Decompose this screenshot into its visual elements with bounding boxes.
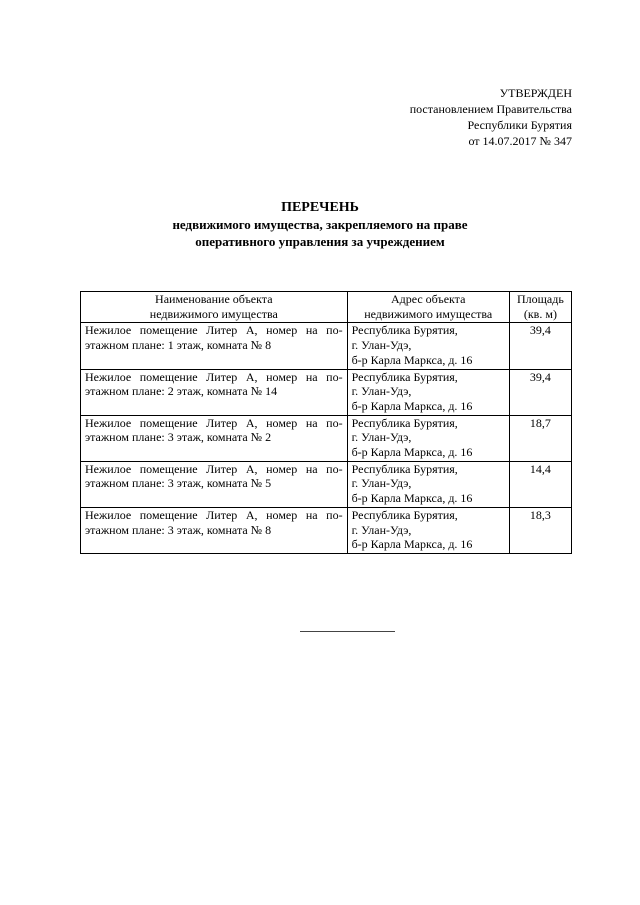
document-title — [0, 199, 640, 250]
area-cell: 18,3 — [509, 507, 571, 553]
table-row — [81, 461, 572, 507]
address-region: Республика Бурятия, — [351, 369, 458, 384]
object-name-cell: Нежилое помещение Литер А, номер на по-этажном плане: 3 этаж, комната № 2 — [81, 415, 348, 461]
approval-republic: Республики Бурятия — [467, 118, 572, 132]
table-row — [81, 369, 572, 415]
property-table — [80, 291, 572, 554]
address-street: б-р Карла Маркса, д. 16 — [351, 352, 473, 367]
address-city: г. Улан-Удэ, — [351, 384, 412, 399]
area-cell: 18,7 — [509, 415, 571, 461]
table-row — [81, 415, 572, 461]
address-cell — [347, 415, 509, 461]
address-cell — [347, 507, 509, 553]
end-divider — [300, 631, 395, 632]
address-cell — [347, 369, 509, 415]
header-area — [509, 292, 571, 323]
header-name-line1: Наименование объекта — [155, 292, 273, 306]
area-cell: 14,4 — [509, 461, 571, 507]
title-subtitle-line2: оперативного управления за учреждением — [195, 234, 445, 249]
address-street: б-р Карла Маркса, д. 16 — [351, 445, 473, 460]
title-main: ПЕРЕЧЕНЬ — [281, 200, 359, 215]
address-city: г. Улан-Удэ, — [351, 430, 412, 445]
header-area-line1: Площадь — [517, 292, 564, 306]
address-city: г. Улан-Удэ, — [351, 476, 412, 491]
address-street: б-р Карла Маркса, д. 16 — [351, 398, 473, 413]
header-area-line2: (кв. м) — [523, 306, 557, 321]
table-row — [81, 507, 572, 553]
header-addr-line1: Адрес объекта — [390, 292, 466, 306]
address-cell — [347, 323, 509, 369]
object-name-cell: Нежилое помещение Литер А, номер на по-этажном плане: 1 этаж, комната № 8 — [81, 323, 348, 369]
address-region: Республика Бурятия, — [351, 461, 458, 476]
address-city: г. Улан-Удэ, — [351, 338, 412, 353]
address-region: Республика Бурятия, — [351, 507, 458, 522]
header-name-line2: недвижимого имущества — [149, 306, 278, 321]
address-region: Республика Бурятия, — [351, 323, 458, 338]
header-address — [347, 292, 509, 323]
title-subtitle-line1: недвижимого имущества, закрепляемого на праве — [172, 217, 468, 232]
header-addr-line2: недвижимого имущества — [364, 306, 493, 321]
approval-stamp — [312, 85, 572, 149]
approval-date-number: от 14.07.2017 № 347 — [468, 134, 572, 148]
area-cell: 39,4 — [509, 323, 571, 369]
address-city: г. Улан-Удэ, — [351, 522, 412, 537]
table-row — [81, 323, 572, 369]
address-street: б-р Карла Маркса, д. 16 — [351, 537, 473, 552]
address-region: Республика Бурятия, — [351, 415, 458, 430]
object-name-cell: Нежилое помещение Литер А, номер на по-этажном плане: 3 этаж, комната № 8 — [81, 507, 348, 553]
address-street: б-р Карла Маркса, д. 16 — [351, 491, 473, 506]
object-name-cell: Нежилое помещение Литер А, номер на по-этажном плане: 2 этаж, комната № 14 — [81, 369, 348, 415]
table-header-row — [81, 292, 572, 323]
header-object-name — [81, 292, 348, 323]
object-name-cell: Нежилое помещение Литер А, номер на по-этажном плане: 3 этаж, комната № 5 — [81, 461, 348, 507]
address-cell — [347, 461, 509, 507]
approval-authority: постановлением Правительства — [409, 102, 572, 116]
approval-status: УТВЕРЖДЕН — [499, 86, 572, 100]
area-cell: 39,4 — [509, 369, 571, 415]
